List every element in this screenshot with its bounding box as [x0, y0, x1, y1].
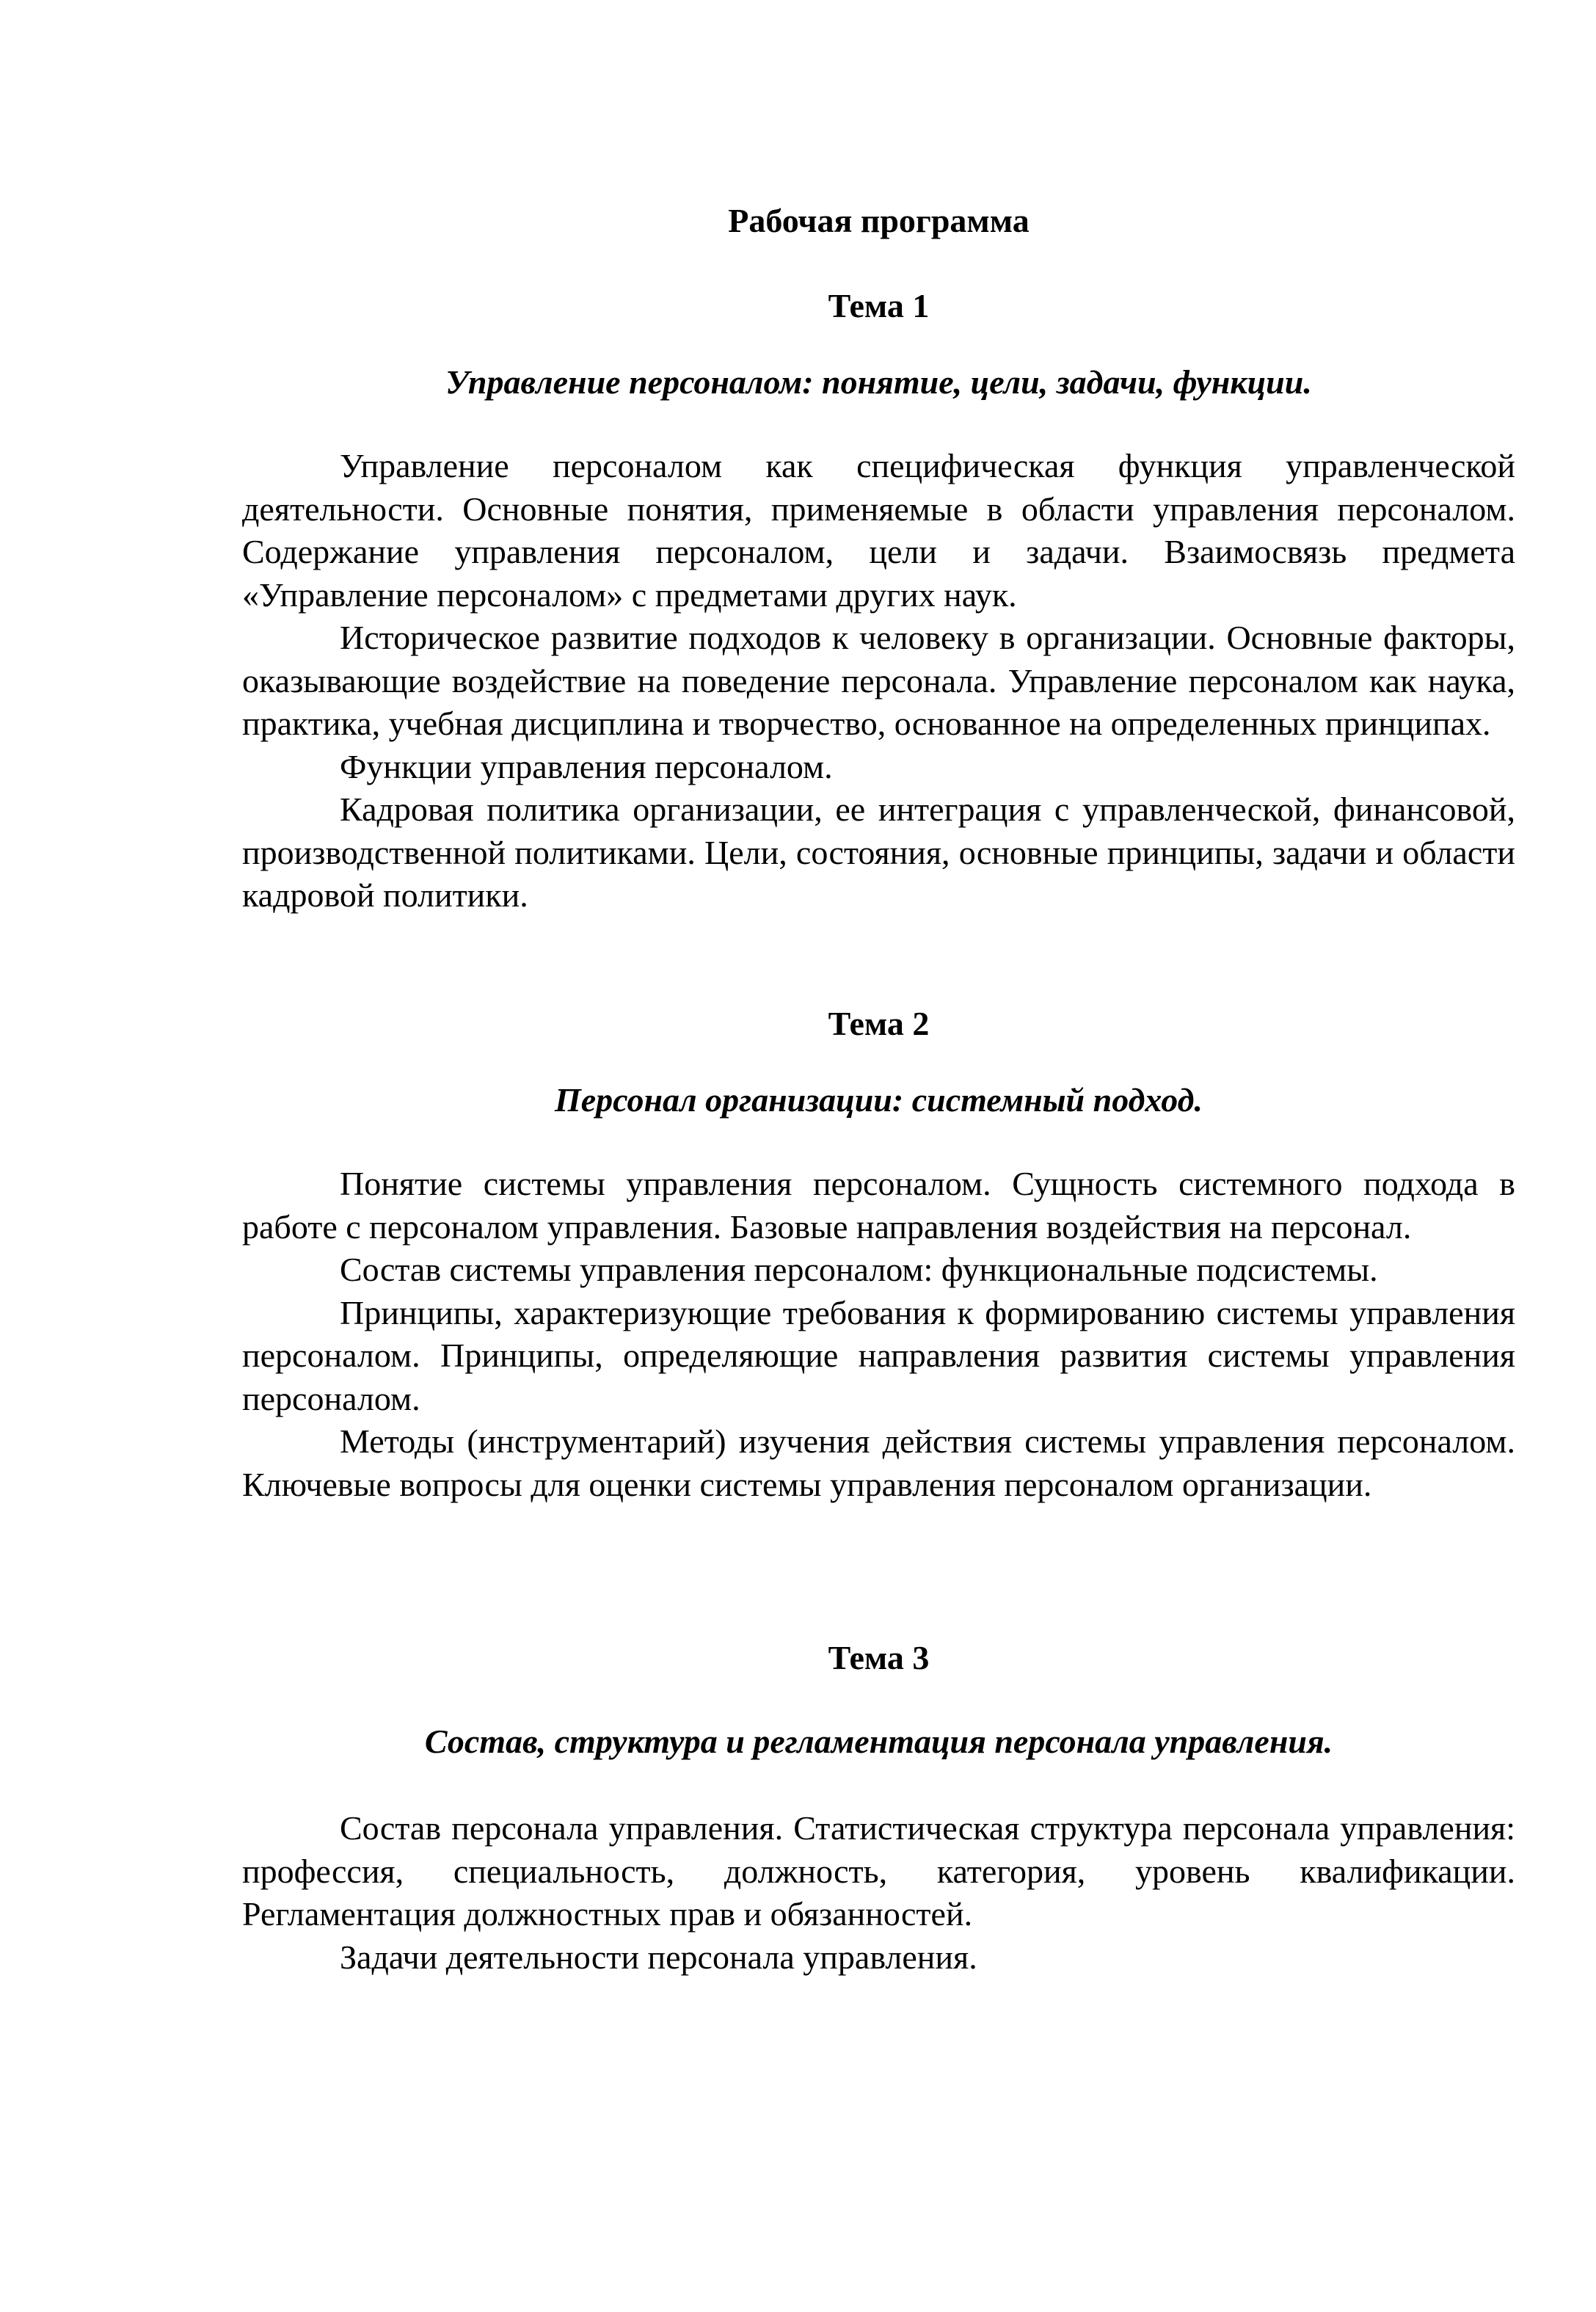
topic-1-paragraph: Кадровая политика организации, ее интеграция с управленческой, финансовой, производственной политиками. Цели, состояния, основные принципы, задачи и области кадровой политики. [242, 790, 1515, 914]
topic-3-body [242, 1807, 1515, 1979]
topic-2-body [242, 1163, 1515, 1506]
topic-3-paragraph: Состав персонала управления. Статистическая структура персонала управления: профессия, специальность, должность, категория, уровень квалификации. Регламентация должностных прав и обязанностей. [242, 1809, 1515, 1933]
topic-2-label: Тема 2 [828, 1005, 930, 1042]
topic-1-paragraph: Историческое развитие подходов к человеку в организации. Основные факторы, оказывающие воздействие на поведение персонала. Управление персоналом как наука, практика, учебная дисциплина и творчество, основанное на определенных принципах. [242, 619, 1515, 742]
topic-2-paragraph: Принципы, характеризующие требования к формированию системы управления персоналом. Принципы, определяющие направления развития системы управления персоналом. [242, 1293, 1515, 1417]
topic-1-label: Тема 1 [828, 287, 930, 324]
topic-3-label: Тема 3 [828, 1639, 930, 1676]
topic-2-paragraph: Методы (инструментарий) изучения действия системы управления персоналом. Ключевые вопросы для оценки системы управления персоналом организации. [242, 1422, 1515, 1503]
topic-1-paragraph: Управление персоналом как специфическая функция управленческой деятельности. Основные понятия, применяемые в области управления персоналом. Содержание управления персоналом, цели и задачи. Взаимосвязь предмета «Управление персоналом» с предметами других наук. [242, 447, 1515, 614]
topic-1-paragraph: Функции управления персоналом. [340, 747, 833, 785]
topic-1-body [242, 445, 1515, 917]
document-title: Рабочая программа [728, 202, 1030, 239]
topic-1-heading: Управление персоналом: понятие, цели, задачи, функции. [445, 363, 1312, 401]
topic-3-paragraph: Задачи деятельности персонала управления. [340, 1938, 977, 1976]
topic-2-paragraph: Состав системы управления персоналом: функциональные подсистемы. [340, 1251, 1378, 1288]
topic-2-paragraph: Понятие системы управления персоналом. Сущность системного подхода в работе с персоналом управления. Базовые направления воздействия на персонал. [242, 1165, 1515, 1246]
topic-2-heading: Персонал организации: системный подход. [554, 1081, 1203, 1119]
topic-3-heading: Состав, структура и регламентация персонала управления. [424, 1723, 1333, 1760]
